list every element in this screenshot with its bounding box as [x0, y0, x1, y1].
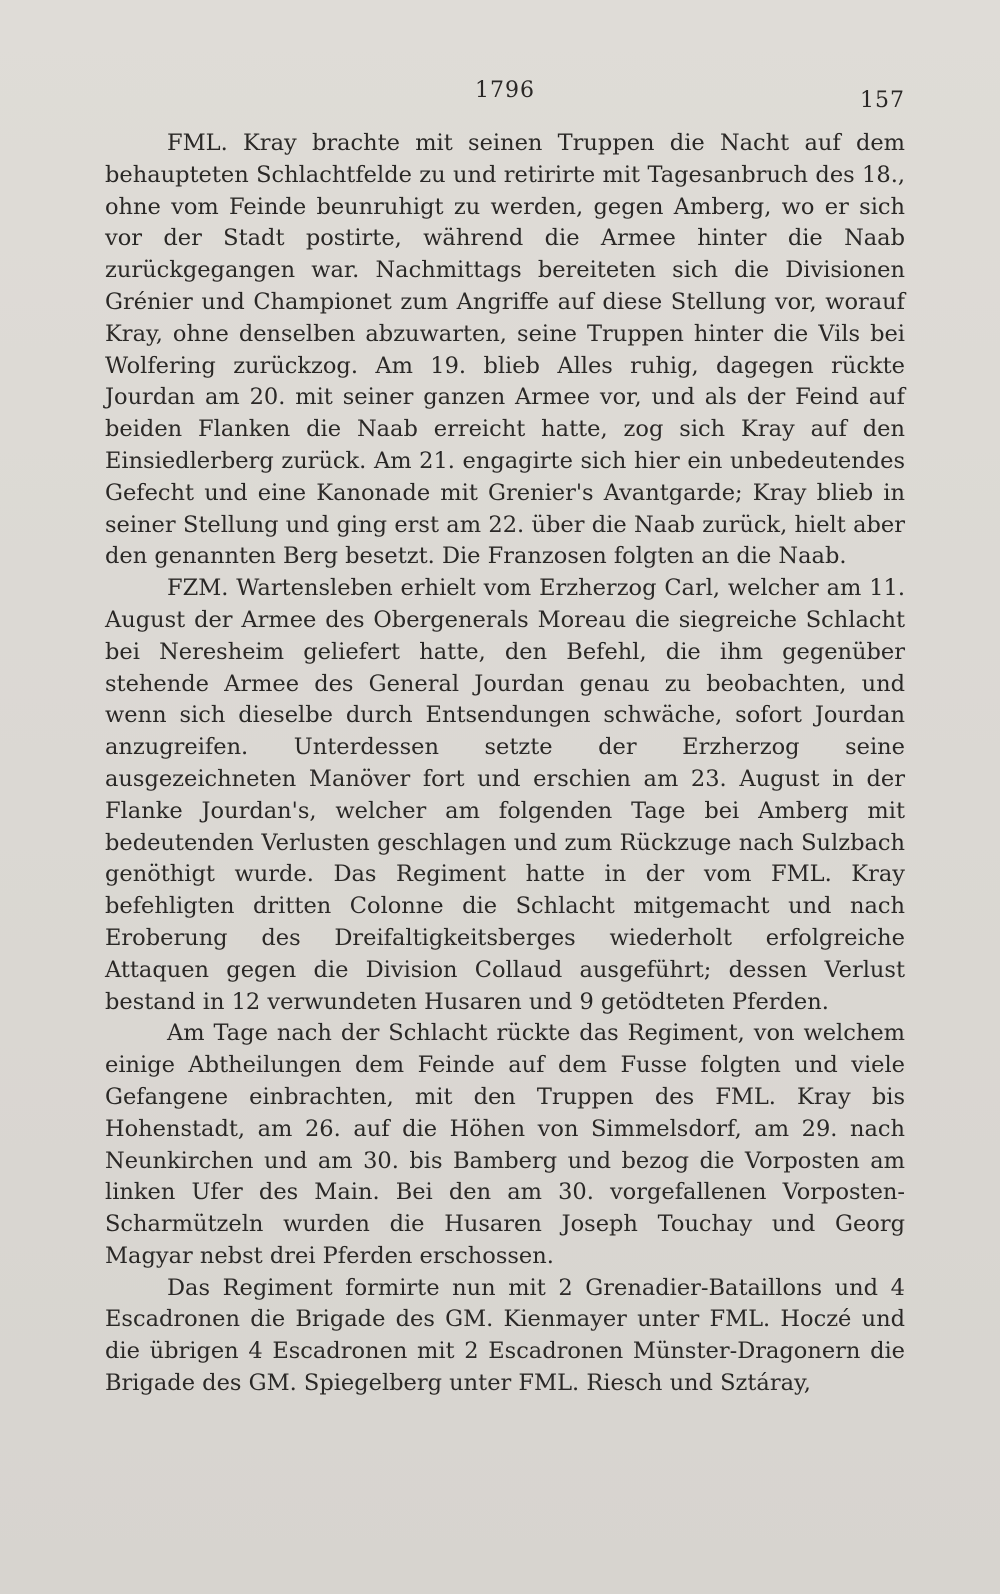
header-year: 1796: [475, 78, 535, 103]
paragraph: Am Tage nach der Schlacht rückte das Regiment, von welchem einige Abtheilungen dem Feinde auf dem Fusse folgten und viele Gefangene einbrachten, mit den Truppen des FML. Kray bis Hohenstadt, am 26. auf die Höhen von Simmelsdorf, am 29. nach Neunkirchen und am 30. bis Bamberg und bezog die Vorposten am linken Ufer des Main. Bei den am 30. vorgefallenen Vorposten-Scharmützeln wurden die Husaren Joseph Touchay und Georg Magyar nebst drei Pferden erschossen.: [105, 1020, 905, 1269]
paragraph: Das Regiment formirte nun mit 2 Grenadier-Bataillons und 4 Escadronen die Brigade des GM. Kienmayer unter FML. Hoczé und die übrigen 4 Escadronen mit 2 Escadronen Münster-Dragonern die Brigade des GM. Spiegelberg unter FML. Riesch und Sztáray,: [105, 1274, 905, 1397]
running-head: [105, 74, 905, 114]
page-number: 157: [860, 88, 905, 113]
paragraph: FML. Kray brachte mit seinen Truppen die Nacht auf dem behaupteten Schlachtfelde zu und retirirte mit Tagesanbruch des 18., ohne vom Feinde beunruhigt zu werden, gegen Amberg, wo er sich vor der Stadt postirte, während die Armee hinter die Naab zurückgegangen war. Nachmittags bereiteten sich die Divisionen Grénier und Championet zum Angriffe auf diese Stellung vor, worauf Kray, ohne denselben abzuwarten, seine Truppen hinter die Vils bei Wolfering zurückzog. Am 19. blieb Alles ruhig, dagegen rückte Jourdan am 20. mit seiner ganzen Armee vor, und als der Feind auf beiden Flanken die Naab erreicht hatte, zog sich Kray auf den Einsiedlerberg zurück. Am 21. engagirte sich hier ein unbedeutendes Gefecht und eine Kanonade mit Grenier's Avantgarde; Kray blieb in seiner Stellung und ging erst am 22. über die Naab zurück, hielt aber den genannten Berg besetzt. Die Franzosen folgten an die Naab.: [105, 130, 905, 570]
paragraph: FZM. Wartensleben erhielt vom Erzherzog Carl, welcher am 11. August der Armee des Obergenerals Moreau die siegreiche Schlacht bei Neresheim geliefert hatte, den Befehl, die ihm gegenüber stehende Armee des General Jourdan genau zu beobachten, und wenn sich dieselbe durch Entsendungen schwäche, sofort Jourdan anzugreifen. Unterdessen setzte der Erzherzog seine ausgezeichneten Manöver fort und erschien am 23. August in der Flanke Jourdan's, welcher am folgenden Tage bei Amberg mit bedeutenden Verlusten geschlagen und zum Rückzuge nach Sulzbach genöthigt wurde. Das Regiment hatte in der vom FML. Kray befehligten dritten Colonne die Schlacht mitgemacht und nach Eroberung des Dreifaltigkeitsberges wiederholt erfolgreiche Attaquen gegen die Division Collaud ausgeführt; dessen Verlust bestand in 12 verwundeten Husaren und 9 getödteten Pferden.: [105, 575, 905, 1015]
body-text: [105, 128, 905, 1400]
